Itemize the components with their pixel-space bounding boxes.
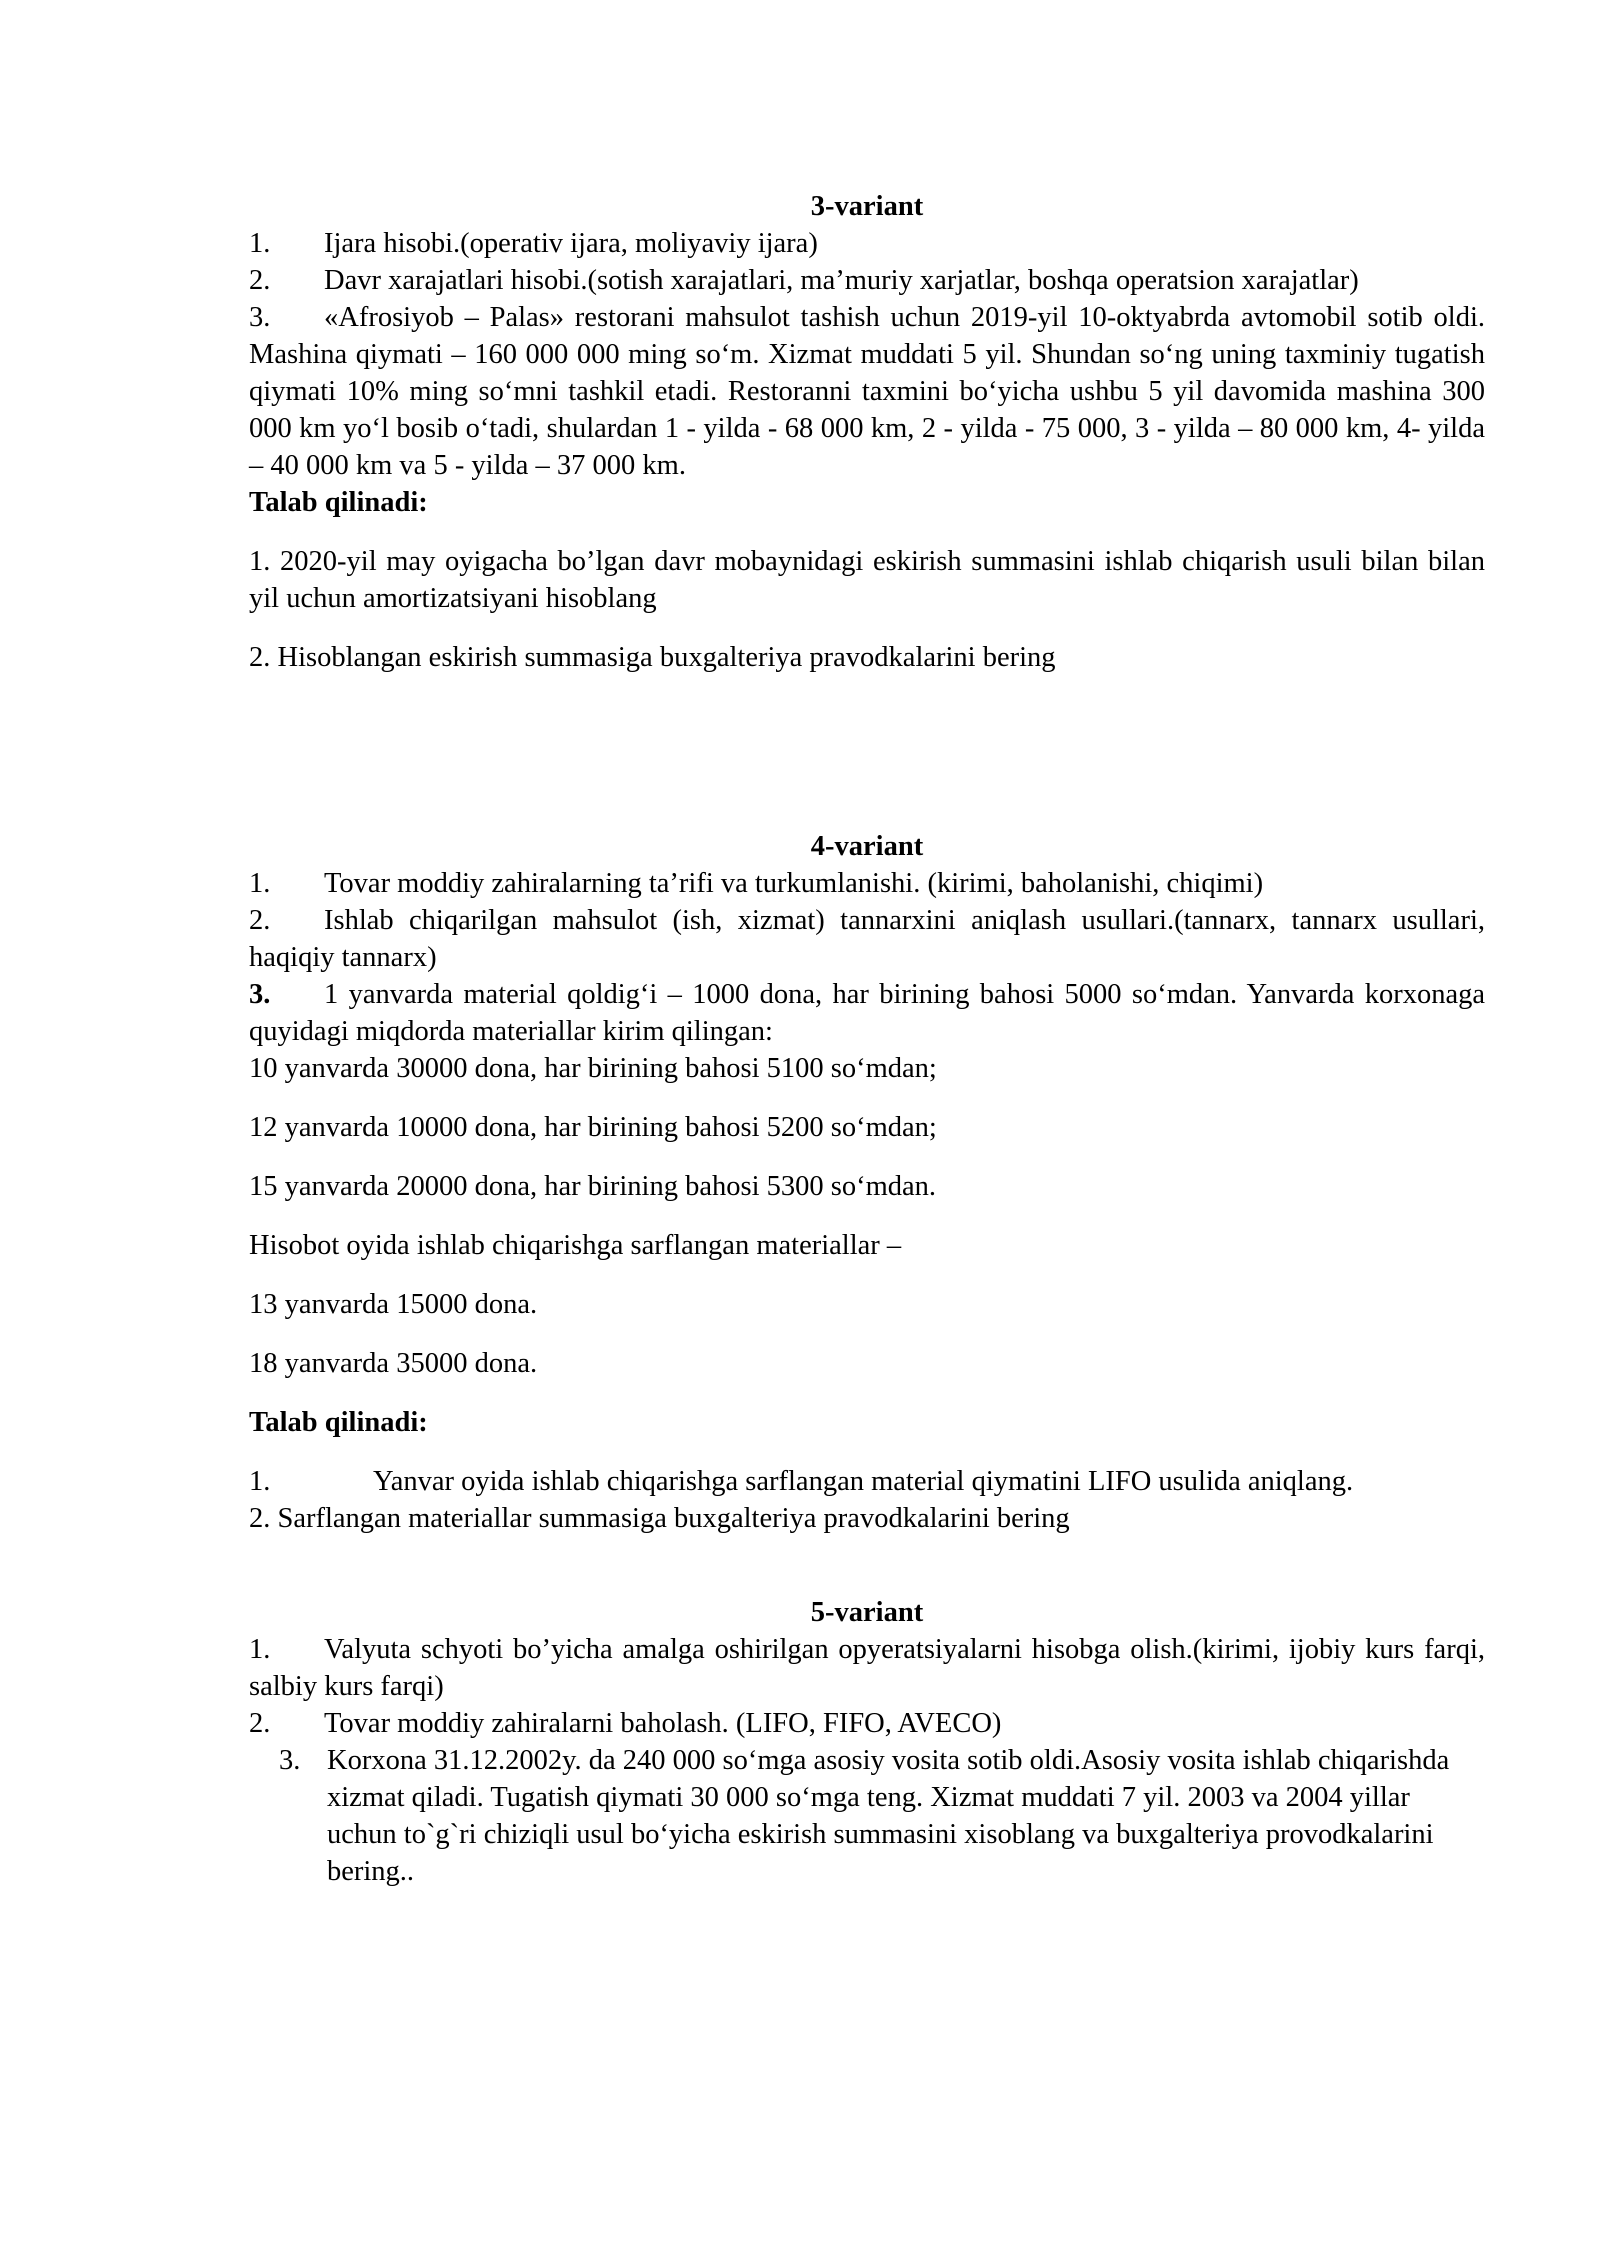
- variant-5-item-3: [249, 1742, 1485, 1890]
- item-number: 3.: [249, 979, 271, 1010]
- item-text: «Afrosiyob – Palas» restorani mahsulot tashish uchun 2019-yil 10-oktyabrda avtomobil sotib oldi. Mashina qiymati – 160 000 000 ming so‘m. Xizmat muddati 5 yil. Shundan so‘ng uning taxminiy tugatish qiymati 10% ming so‘mni tashkil etadi. Restoranni taxmini bo‘yicha ushbu 5 yil davomida mashina 300 000 km yo‘l bosib o‘tadi, shulardan 1 - yilda - 68 000 km, 2 - yilda - 75 000, 3 - yilda – 80 000 km, 4- yilda – 40 000 km va 5 - yilda – 37 000 km.: [249, 302, 1485, 481]
- item-text: Ishlab chiqarilgan mahsulot (ish, xizmat) tannarxini aniqlash usullari.(tannarx, tannarx usullari, haqiqiy tannarx): [249, 905, 1485, 973]
- variant-5-item-1: [249, 1631, 1485, 1705]
- item-number: 1.: [249, 1466, 271, 1497]
- item-number: 2.: [249, 1708, 271, 1739]
- document-page: [249, 188, 1485, 1890]
- item-number: 2.: [249, 265, 271, 296]
- item-number: 1.: [249, 1634, 271, 1665]
- item-number: 3.: [279, 1745, 301, 1776]
- item-number: 3.: [249, 302, 271, 333]
- item-number: 2.: [249, 905, 271, 936]
- variant-3-item-1: [249, 225, 1485, 262]
- variant-4-line-4: Hisobot oyida ishlab chiqarishga sarflangan materiallar –: [249, 1230, 902, 1261]
- variant-3-item-2: [249, 262, 1485, 299]
- variant-4-requirement-1: [249, 1463, 1485, 1500]
- variant-4-requirements-heading: Talab qilinadi:: [249, 1407, 428, 1438]
- variant-3-item-3: [249, 299, 1485, 484]
- item-text: Valyuta schyoti bo’yicha amalga oshirilgan opyeratsiyalarni hisobga olish.(kirimi, ijobiy kurs farqi, salbiy kurs farqi): [249, 1634, 1485, 1702]
- variant-4-item-2: [249, 902, 1485, 976]
- variant-4-line-3: 15 yanvarda 20000 dona, har birining bahosi 5300 so‘mdan.: [249, 1171, 937, 1202]
- item-text: 1 yanvarda material qoldig‘i – 1000 dona, har birining bahosi 5000 so‘mdan. Yanvarda korxonaga quyidagi miqdorda materiallar kirim qilingan:: [249, 979, 1485, 1047]
- variant-4-item-3: [249, 976, 1485, 1050]
- item-text: Ijara hisobi.(operativ ijara, moliyaviy ijara): [324, 228, 818, 259]
- item-number: 1.: [249, 228, 271, 259]
- variant-4-requirement-2: 2. Sarflangan materiallar summasiga buxgalteriya pravodkalarini bering: [249, 1503, 1070, 1534]
- variant-3-requirements-heading: Talab qilinadi:: [249, 487, 428, 518]
- item-text: Tovar moddiy zahiralarni baholash. (LIFO, FIFO, AVECO): [324, 1708, 1002, 1739]
- variant-4-line-2: 12 yanvarda 10000 dona, har birining bahosi 5200 so‘mdan;: [249, 1112, 937, 1143]
- item-number: 1.: [249, 868, 271, 899]
- item-text: Korxona 31.12.2002y. da 240 000 so‘mga asosiy vosita sotib oldi.Asosiy vosita ishlab chiqarishda xizmat qiladi. Tugatish qiymati 30 000 so‘mga teng. Xizmat muddati 7 yil. 2003 va 2004 yillar uchun to`g`ri chiziqli usul bo‘yicha eskirish summasini xisoblang va buxgalteriya provodkalarini bering..: [327, 1745, 1450, 1887]
- variant-4-title: 4-variant: [810, 831, 924, 862]
- variant-3-title: 3-variant: [810, 191, 924, 222]
- variant-4-line-6: 18 yanvarda 35000 dona.: [249, 1348, 538, 1379]
- item-text: Davr xarajatlari hisobi.(sotish xarajatlari, ma’muriy xarjatlar, boshqa operatsion xarajatlar): [324, 265, 1359, 296]
- item-text: Tovar moddiy zahiralarning ta’rifi va turkumlanishi. (kirimi, baholanishi, chiqimi): [324, 868, 1264, 899]
- variant-5-title: 5-variant: [810, 1597, 924, 1628]
- variant-4-line-5: 13 yanvarda 15000 dona.: [249, 1289, 538, 1320]
- variant-5-item-2: [249, 1705, 1485, 1742]
- variant-4-item-1: [249, 865, 1485, 902]
- variant-4-line-1: 10 yanvarda 30000 dona, har birining bahosi 5100 so‘mdan;: [249, 1053, 937, 1084]
- variant-3-requirement-2: 2. Hisoblangan eskirish summasiga buxgalteriya pravodkalarini bering: [249, 642, 1056, 673]
- item-text: Yanvar oyida ishlab chiqarishga sarflangan material qiymatini LIFO usulida aniqlang.: [373, 1466, 1354, 1497]
- variant-3-requirement-1: 1. 2020-yil may oyigacha bo’lgan davr mobaynidagi eskirish summasini ishlab chiqarish usuli bilan bilan yil uchun amortizatsiyani hisoblang: [249, 546, 1485, 614]
